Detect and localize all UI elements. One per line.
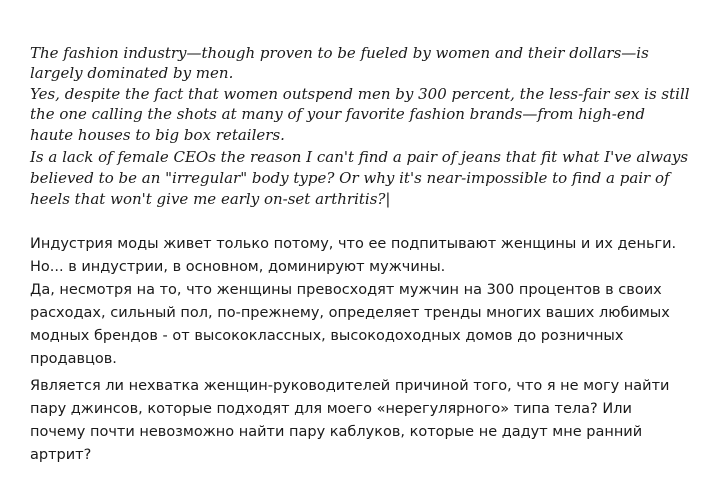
russian-line-10: артрит? bbox=[30, 447, 92, 463]
english-line-3: Yes, despite the fact that women outspend men by 300 percent, the less-fair sex is still bbox=[30, 85, 690, 103]
english-line-6: Is a lack of female CEOs the reason I can't find a pair of jeans that fit what I've always bbox=[30, 148, 689, 166]
russian-line-8: пару джинсов, которые подходят для моего «нерегулярного» типа тела? Или bbox=[30, 401, 632, 417]
russian-line-2: Но... в индустрии, в основном, доминируют мужчины. bbox=[30, 259, 446, 275]
english-line-1: The fashion industry—though proven to be fueled by women and their dollars—is bbox=[30, 44, 649, 62]
english-line-8: heels that won't give me early on-set arthritis?| bbox=[30, 190, 391, 208]
russian-line-9: почему почти невозможно найти пару каблуков, которые не дадут мне ранний bbox=[30, 424, 643, 440]
russian-line-1: Индустрия моды живет только потому, что ее подпитывают женщины и их деньги. bbox=[30, 236, 677, 252]
russian-line-4: расходах, сильный пол, по-прежнему, определяет тренды многих ваших любимых bbox=[30, 305, 670, 321]
russian-line-7: Является ли нехватка женщин-руководителей причиной того, что я не могу найти bbox=[30, 378, 670, 394]
english-line-5: haute houses to big box retailers. bbox=[30, 126, 285, 144]
russian-line-5: модных брендов - от высококлассных, высокодоходных домов до розничных bbox=[30, 328, 624, 344]
english-line-2: largely dominated by men. bbox=[30, 64, 234, 82]
russian-line-3: Да, несмотря на то, что женщины превосходят мужчин на 300 процентов в своих bbox=[30, 282, 662, 298]
english-line-4: the one calling the shots at many of your favorite fashion brands—from high-end bbox=[30, 105, 646, 123]
russian-line-6: продавцов. bbox=[30, 351, 117, 367]
english-line-7: believed to be an "irregular" body type? Or why it's near-impossible to find a pair of bbox=[30, 169, 670, 187]
